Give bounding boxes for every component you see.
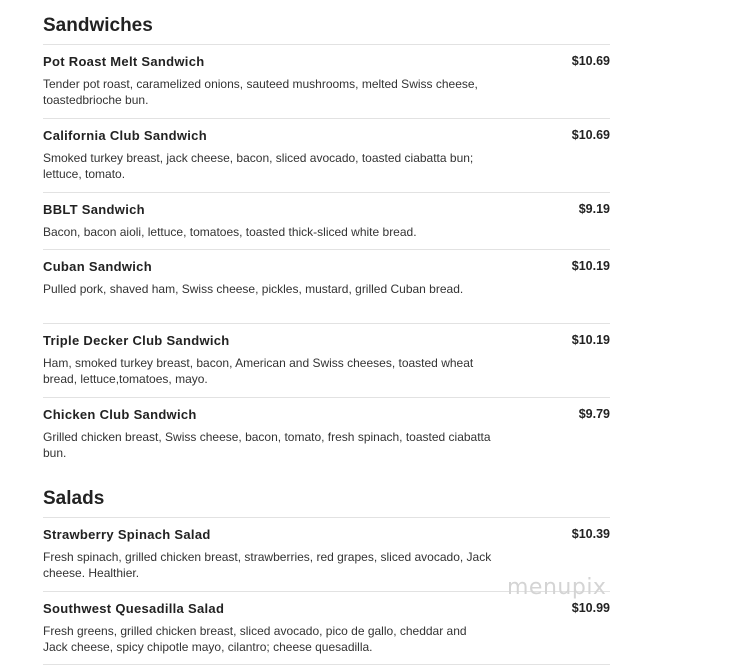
item-description: Grilled chicken breast, Swiss cheese, bacon, tomato, fresh spinach, toasted ciabatta bun. — [43, 430, 491, 460]
item-description: Smoked turkey breast, jack cheese, bacon, sliced avocado, toasted ciabatta bun; lettuce, tomato. — [43, 151, 474, 181]
item-name: Chicken Club Sandwich — [43, 407, 197, 422]
sandwiches-section — [43, 13, 610, 471]
item-name: BBLT Sandwich — [43, 202, 145, 217]
item-name: Southwest Quesadilla Salad — [43, 601, 225, 616]
menu-item — [43, 323, 610, 397]
item-name: California Club Sandwich — [43, 128, 207, 143]
item-name: Pot Roast Melt Sandwich — [43, 54, 205, 69]
item-price: $9.19 — [578, 202, 610, 216]
menu-item — [43, 44, 610, 118]
menu-item — [43, 591, 610, 665]
item-description: Fresh greens, grilled chicken breast, sliced avocado, pico de gallo, cheddar and Jack cheese, spicy chipotle mayo, cilantro; cheese quesadilla. — [43, 624, 467, 654]
menu-item — [43, 118, 610, 192]
item-description: Pulled pork, shaved ham, Swiss cheese, pickles, mustard, grilled Cuban bread. — [43, 282, 464, 296]
section-title: Salads — [43, 488, 105, 509]
item-name: Triple Decker Club Sandwich — [43, 333, 230, 348]
menu-item — [43, 397, 610, 471]
item-price: $10.99 — [571, 601, 610, 615]
item-name: Strawberry Spinach Salad — [43, 527, 211, 542]
menupix-watermark: menupix — [507, 575, 607, 600]
item-price: $10.69 — [571, 54, 610, 68]
item-price: $10.69 — [571, 128, 610, 142]
item-price: $10.39 — [571, 527, 610, 541]
item-price: $9.79 — [578, 407, 610, 421]
item-description: Ham, smoked turkey breast, bacon, American and Swiss cheeses, toasted wheat bread, lettuce,tomatoes, mayo. — [43, 356, 474, 386]
item-price: $10.19 — [571, 333, 610, 347]
menu-item — [43, 192, 610, 249]
item-name: Cuban Sandwich — [43, 259, 152, 274]
item-description: Tender pot roast, caramelized onions, sauteed mushrooms, melted Swiss cheese, toastedbrioche bun. — [43, 77, 478, 107]
item-price: $10.19 — [571, 259, 610, 273]
item-description: Bacon, bacon aioli, lettuce, tomatoes, toasted thick-sliced white bread. — [43, 225, 417, 239]
item-description: Fresh spinach, grilled chicken breast, strawberries, red grapes, sliced avocado, Jack cheese. Healthier. — [43, 550, 492, 580]
menu-item — [43, 249, 610, 323]
section-title: Sandwiches — [43, 15, 153, 36]
